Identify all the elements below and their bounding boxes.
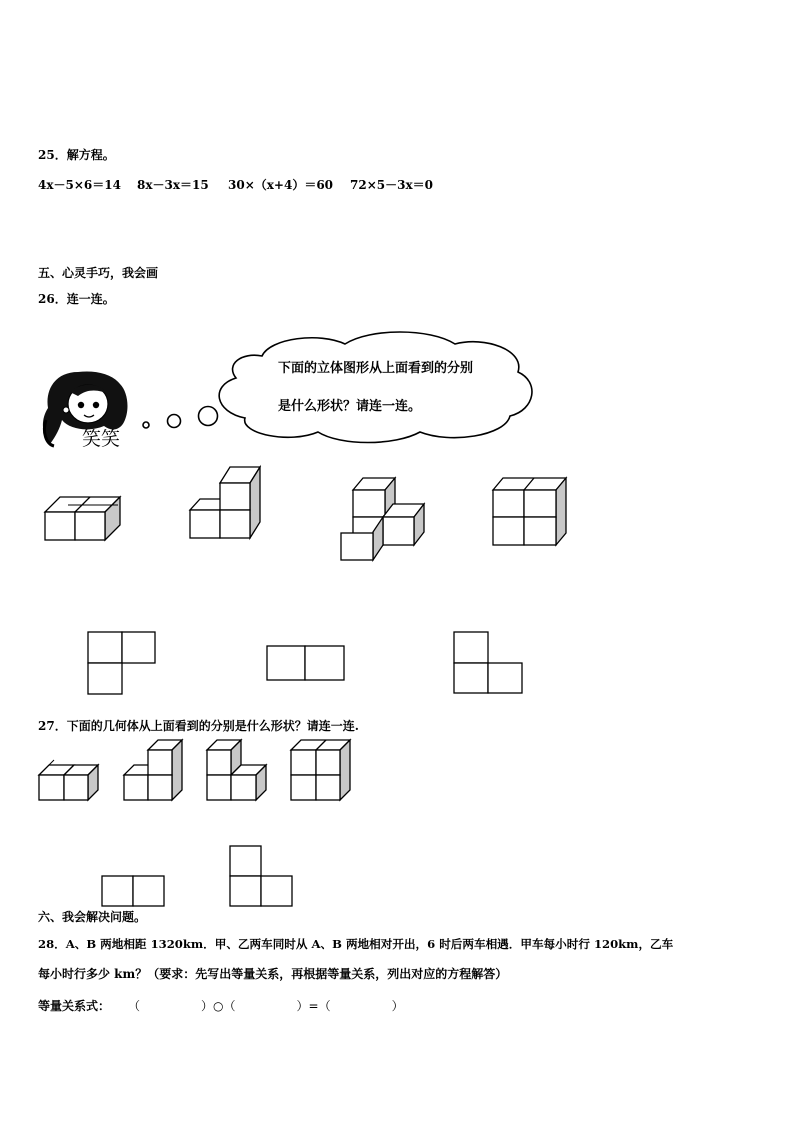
- bubble-text-line2: 是什么形状？请连一连。: [278, 399, 422, 414]
- equation-4: 72×5－3x＝0: [350, 178, 433, 192]
- q26-solid-4: [493, 478, 566, 545]
- character-caption: 笑笑: [82, 428, 121, 450]
- q26-solid-3: [341, 478, 424, 560]
- q27-solid-2: [124, 740, 182, 800]
- speech-cloud: [219, 332, 532, 443]
- thought-dot-large: [199, 407, 218, 426]
- q26-title: 26．连一连。: [38, 292, 115, 306]
- q27-solid-3: [207, 740, 266, 800]
- q27-solid-1: [39, 760, 98, 800]
- q26-view-3: [454, 632, 522, 693]
- q28-line1: 28．A、B 两地相距 1320km．甲、乙两车同时从 A、B 两地相对开出，6 时后两车相遇．甲车每小时行 120km，乙车: [38, 937, 674, 951]
- q27-title: 27．下面的几何体从上面看到的分别是什么形状？请连一连.: [38, 719, 359, 733]
- equation-3: 30×（x+4）＝60: [228, 178, 334, 192]
- thought-dot-medium: [168, 415, 181, 428]
- bubble-text-line1: 下面的立体图形从上面看到的分别: [278, 361, 474, 376]
- equation-2: 8x－3x＝15: [137, 178, 209, 192]
- q26-view-1: [88, 632, 155, 694]
- section5-title: 五、心灵手巧，我会画: [38, 266, 159, 280]
- q28-line2: 每小时行多少 km？（要求：先写出等量关系，再根据等量关系，列出对应的方程解答）: [38, 967, 508, 981]
- q27-solid-4: [291, 740, 350, 800]
- q26-view-2: [267, 646, 344, 680]
- q26-solid-2: [190, 467, 260, 538]
- q27-view-2: [230, 846, 292, 906]
- relation-label: 等量关系式：: [38, 999, 111, 1013]
- q25-title: 25．解方程。: [38, 148, 115, 162]
- equation-1: 4x－5×6＝14: [38, 178, 121, 192]
- thought-dot-small: [143, 422, 149, 428]
- relation-blanks[interactable]: （ ）○（ ）=（ ）: [128, 999, 404, 1013]
- section6-title: 六、我会解决问题。: [38, 910, 147, 924]
- q27-view-1: [102, 876, 164, 906]
- q26-solid-1: [45, 497, 120, 540]
